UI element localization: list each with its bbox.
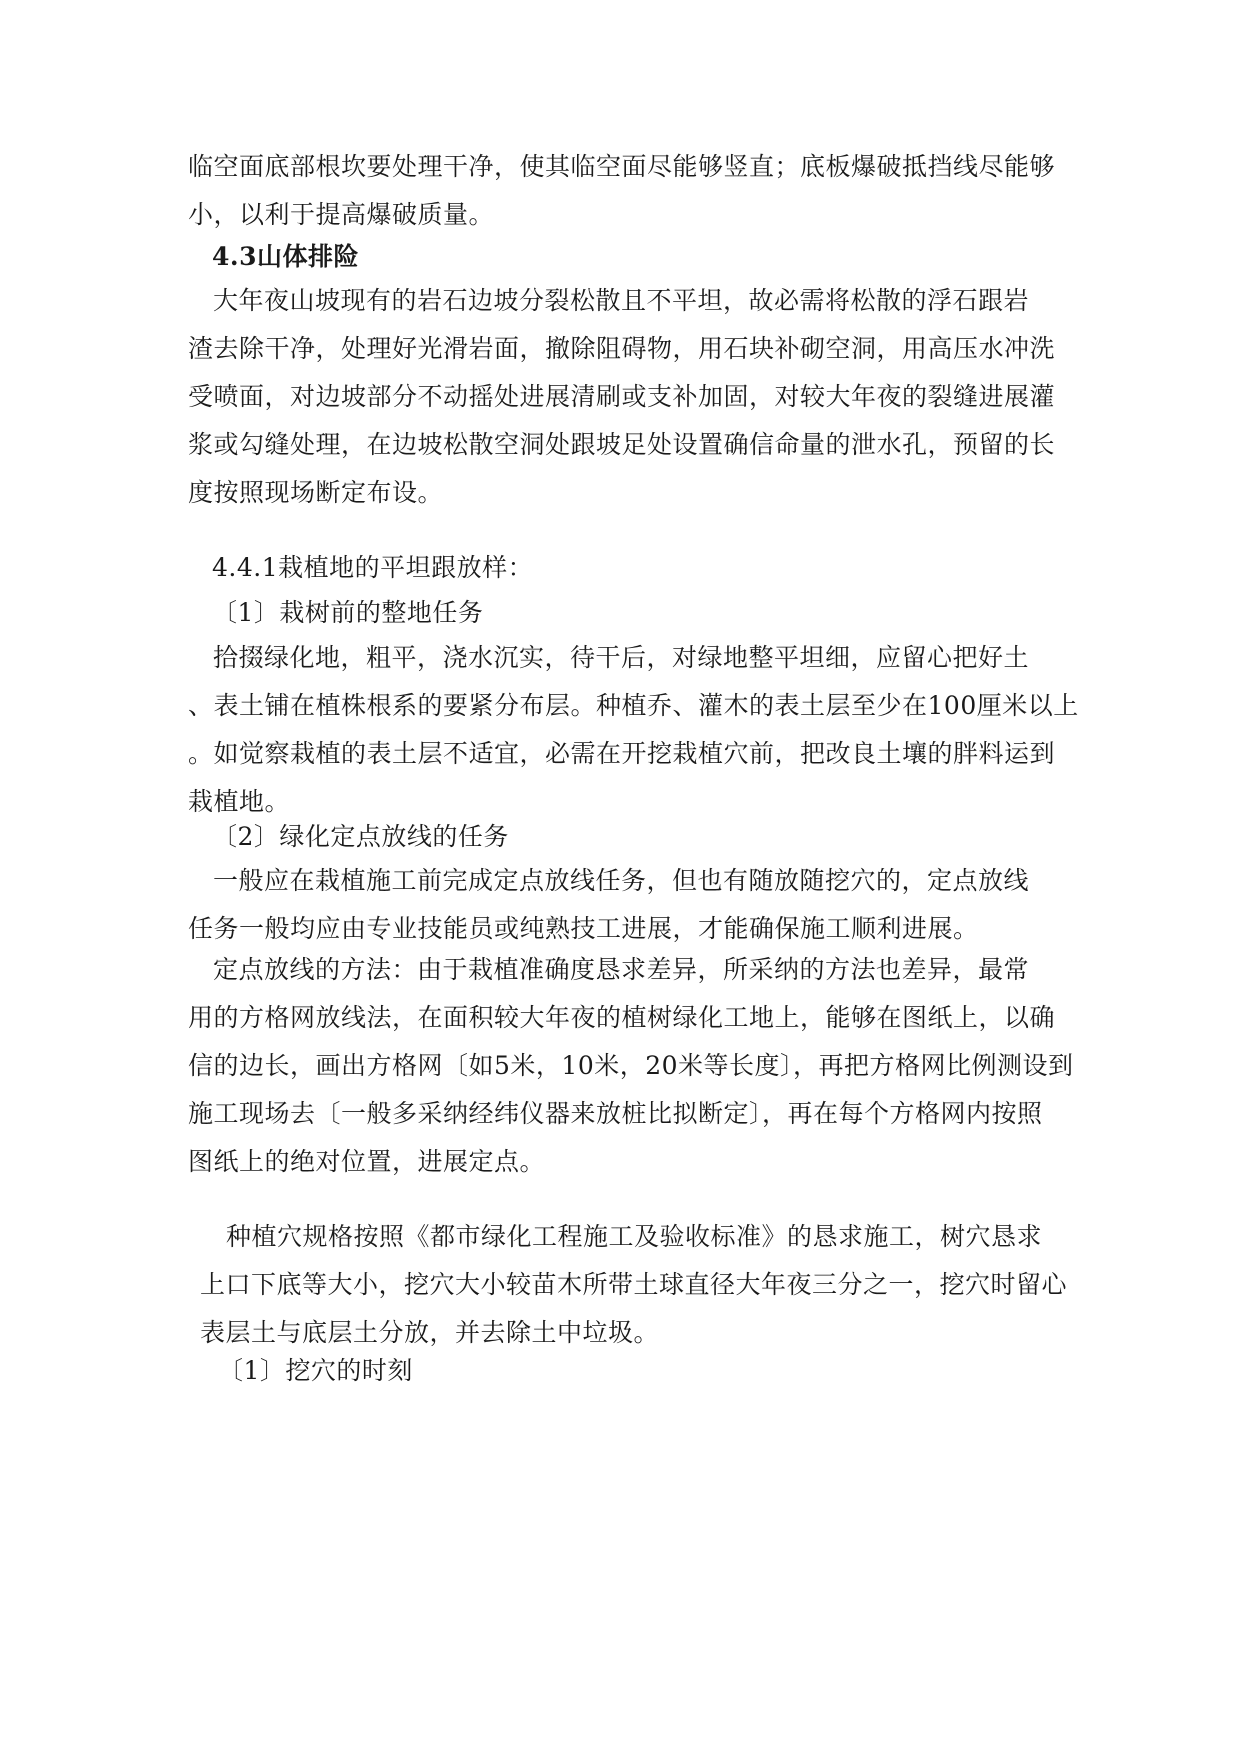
paragraph-blasting-end <box>188 143 1058 239</box>
text-line: 定点放线的方法：由于栽植准确度恳求差异，所采纳的方法也差异，最常 <box>213 955 1030 984</box>
subheading-site-preparation: 〔1〕栽树前的整地任务 <box>212 598 484 627</box>
paragraph-site-preparation <box>188 634 1079 826</box>
subheading-staking-out: 〔2〕绿化定点放线的任务 <box>212 822 509 851</box>
paragraph-planting-pits <box>198 1213 1068 1357</box>
text-line: 一般应在栽植施工前完成定点放线任务，但也有随放随挖穴的，定点放线 <box>213 866 1030 895</box>
text-line: 图纸上的绝对位置，进展定点。 <box>188 1147 546 1176</box>
paragraph-staking-out <box>188 857 1058 953</box>
text-line: 信的边长，画出方格网〔如5米，10米，20米等长度〕，再把方格网比例测设到 <box>188 1051 1074 1080</box>
text-line: 用的方格网放线法，在面积较大年夜的植树绿化工地上，能够在图纸上，以确 <box>188 1003 1056 1032</box>
text-line: 种植穴规格按照《都市绿化工程施工及验收标准》的恳求施工，树穴恳求 <box>226 1222 1043 1251</box>
text-line: 浆或勾缝处理，在边坡松散空洞处跟坡足处设置确信命量的泄水孔，预留的长 <box>188 430 1056 459</box>
text-line: 大年夜山坡现有的岩石边坡分裂松散且不平坦，故必需将松散的浮石跟岩 <box>213 286 1030 315</box>
section-heading-4-4-1: 4.4.1栽植地的平坦跟放样： <box>212 553 534 582</box>
text-line: 拾掇绿化地，粗平，浇水沉实，待干后，对绿地整平坦细，应留心把好土 <box>213 643 1030 672</box>
text-line: 表层土与底层土分放，并去除土中垃圾。 <box>200 1318 660 1347</box>
text-line: 受喷面，对边坡部分不动摇处进展清刷或支补加固，对较大年夜的裂缝进展灌 <box>188 382 1056 411</box>
text-line: 小，以利于提高爆破质量。 <box>188 200 495 229</box>
text-line: 施工现场去〔一般多采纳经纬仪器来放桩比拟断定〕，再在每个方格网内按照 <box>188 1099 1043 1128</box>
paragraph-staking-method <box>188 946 1074 1186</box>
text-line: 。如觉察栽植的表土层不适宜，必需在开挖栽植穴前，把改良土壤的胖料运到 <box>188 739 1056 768</box>
text-line: 临空面底部根坎要处理干净，使其临空面尽能够竖直；底板爆破抵挡线尽能够 <box>188 152 1056 181</box>
text-line: 上口下底等大小，挖穴大小较苗木所带土球直径大年夜三分之一，挖穴时留心 <box>200 1270 1068 1299</box>
text-line: 渣去除干净，处理好光滑岩面，撤除阻碍物，用石块补砌空洞，用高压水冲洗 <box>188 334 1056 363</box>
text-line: 度按照现场断定布设。 <box>188 478 444 507</box>
paragraph-slope-treatment <box>188 277 1058 517</box>
text-line: 、表土铺在植株根系的要紧分布层。种植乔、灌木的表土层至少在100厘米以上 <box>188 691 1079 720</box>
subheading-digging-time: 〔1〕挖穴的时刻 <box>218 1356 413 1385</box>
text-line: 栽植地。 <box>188 787 291 816</box>
section-heading-4-3: 4.3山体排险 <box>212 242 359 271</box>
text-line: 任务一般均应由专业技能员或纯熟技工进展，才能确保施工顺利进展。 <box>188 914 979 943</box>
